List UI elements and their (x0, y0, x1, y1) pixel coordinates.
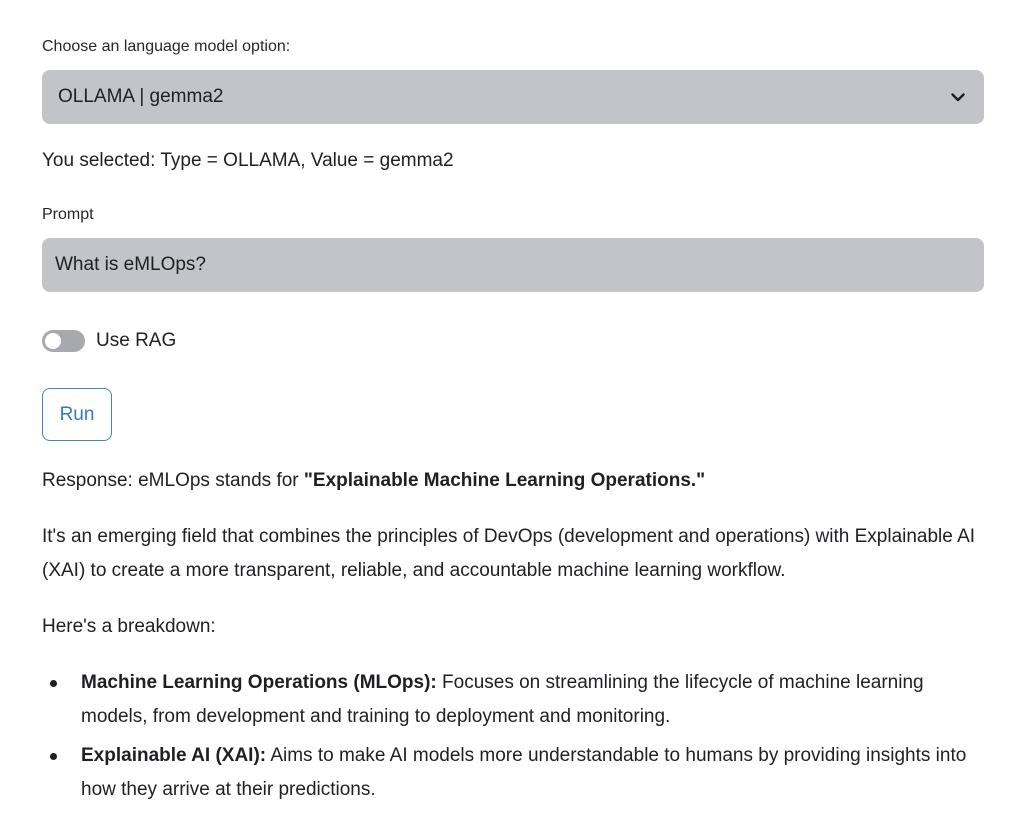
run-button[interactable]: Run (42, 388, 112, 441)
prompt-input[interactable] (42, 238, 984, 292)
response-paragraph-2: Here's a breakdown: (42, 616, 216, 637)
chevron-down-icon[interactable] (948, 87, 968, 107)
rag-toggle-label: Use RAG (96, 330, 177, 351)
selection-info-text: You selected: Type = OLLAMA, Value = gemma2 (42, 150, 454, 171)
model-select[interactable] (42, 70, 984, 124)
list-item (42, 739, 984, 807)
response-bullet-list (42, 666, 984, 812)
bullet-term: Machine Learning Operations (MLOps): (81, 672, 437, 693)
response-highlight: "Explainable Machine Learning Operations." (303, 470, 706, 491)
bullet-icon (50, 680, 57, 687)
model-select-value: OLLAMA | gemma2 (58, 86, 224, 107)
response-summary (42, 464, 984, 498)
model-select-label: Choose an language model option: (42, 38, 291, 55)
toggle-knob (45, 333, 61, 349)
response-prefix: Response: eMLOps stands for (42, 470, 304, 491)
response-paragraph-1: It's an emerging field that combines the principles of DevOps (development and operations) with Explainable AI (XAI) to create a more transparent, reliable, and accountable machine learning workflow. (42, 526, 976, 581)
bullet-text: Aims to make AI models more understandable to humans by providing insights into how they arrive at their predictions. (81, 745, 967, 800)
list-item (42, 666, 984, 734)
bullet-text: Focuses on streamlining the lifecycle of machine learning models, from development and training to deployment and monitoring. (81, 672, 924, 727)
prompt-label: Prompt (42, 206, 94, 223)
bullet-term: Explainable AI (XAI): (81, 745, 267, 766)
bullet-icon (50, 753, 57, 760)
rag-toggle[interactable] (42, 330, 85, 352)
rag-toggle-row (42, 328, 176, 354)
